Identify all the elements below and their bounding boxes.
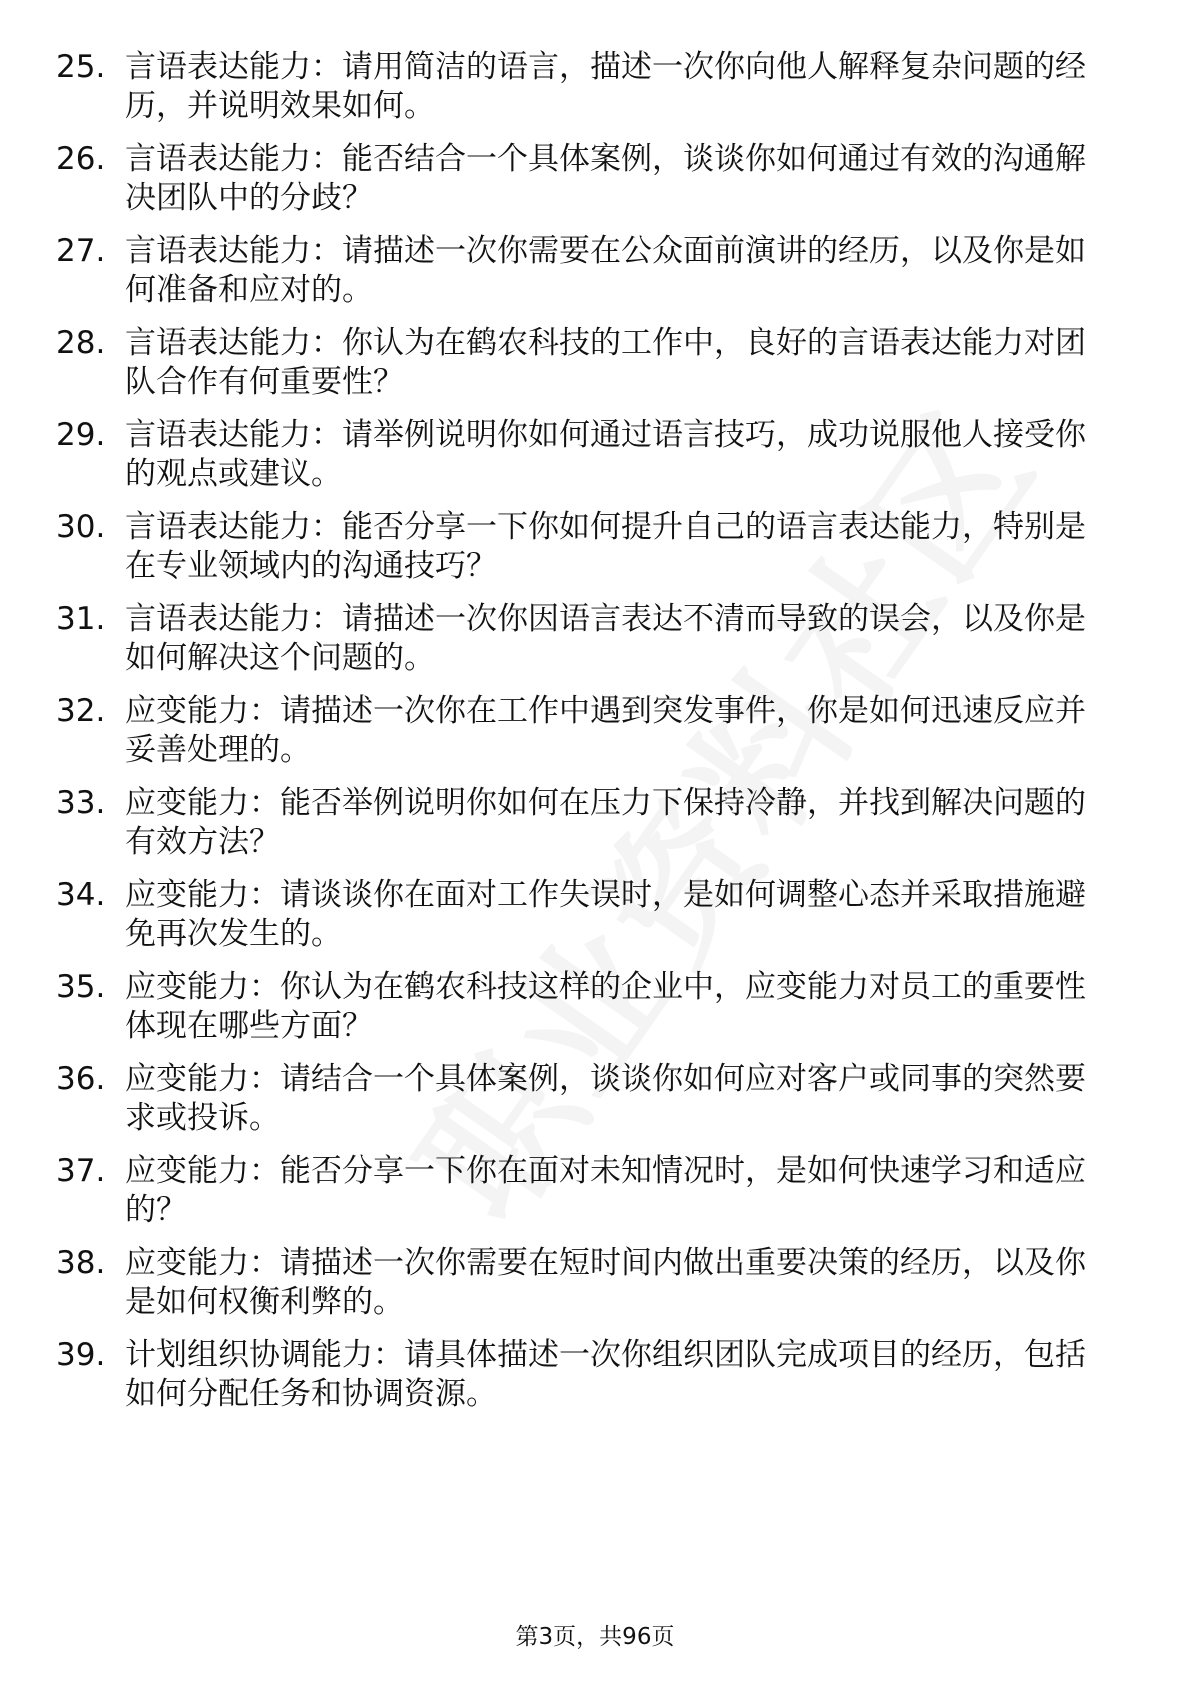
- question-number: 35.: [56, 969, 106, 1005]
- question-number: 28.: [56, 325, 106, 361]
- question-number: 25.: [56, 49, 106, 85]
- question-number: 39.: [56, 1337, 106, 1373]
- question-text: 应变能力：请谈谈你在面对工作失误时，是如何调整心态并采取措施避免再次发生的。: [125, 877, 1086, 952]
- question-text: 计划组织协调能力：请具体描述一次你组织团队完成项目的经历，包括如何分配任务和协调资源。: [125, 1337, 1086, 1412]
- question-text: 应变能力：能否分享一下你在面对未知情况时，是如何快速学习和适应的？: [125, 1153, 1086, 1228]
- list-item: [0, 416, 1115, 508]
- question-number: 26.: [56, 141, 106, 177]
- question-text: 言语表达能力：请描述一次你因语言表达不清而导致的误会，以及你是如何解决这个问题的。: [125, 601, 1086, 676]
- list-item: [0, 1060, 1115, 1152]
- list-item: [0, 968, 1115, 1060]
- question-text: 言语表达能力：请用简洁的语言，描述一次你向他人解释复杂问题的经历，并说明效果如何。: [125, 49, 1086, 124]
- question-text: 应变能力：能否举例说明你如何在压力下保持冷静，并找到解决问题的有效方法？: [125, 785, 1086, 860]
- list-item: [0, 1336, 1115, 1428]
- page-footer: 第3页，共96页: [515, 1624, 675, 1650]
- question-list: [0, 48, 1190, 1428]
- question-text: 言语表达能力：能否分享一下你如何提升自己的语言表达能力，特别是在专业领域内的沟通技巧？: [125, 509, 1086, 584]
- question-number: 34.: [56, 877, 106, 913]
- list-item: [0, 784, 1115, 876]
- question-text: 言语表达能力：请描述一次你需要在公众面前演讲的经历，以及你是如何准备和应对的。: [125, 233, 1086, 308]
- list-item: [0, 1152, 1115, 1244]
- list-item: [0, 140, 1115, 232]
- question-text: 言语表达能力：能否结合一个具体案例，谈谈你如何通过有效的沟通解决团队中的分歧？: [125, 141, 1086, 216]
- list-item: [0, 508, 1115, 600]
- question-text: 言语表达能力：请举例说明你如何通过语言技巧，成功说服他人接受你的观点或建议。: [125, 417, 1086, 492]
- list-item: [0, 692, 1115, 784]
- question-number: 29.: [56, 417, 106, 453]
- question-number: 31.: [56, 601, 106, 637]
- question-number: 37.: [56, 1153, 106, 1189]
- question-number: 27.: [56, 233, 106, 269]
- list-item: [0, 48, 1115, 140]
- question-text: 应变能力：你认为在鹤农科技这样的企业中，应变能力对员工的重要性体现在哪些方面？: [125, 969, 1086, 1044]
- question-text: 应变能力：请描述一次你在工作中遇到突发事件，你是如何迅速反应并妥善处理的。: [125, 693, 1086, 768]
- question-number: 33.: [56, 785, 106, 821]
- question-text: 应变能力：请结合一个具体案例，谈谈你如何应对客户或同事的突然要求或投诉。: [125, 1061, 1086, 1136]
- question-text: 应变能力：请描述一次你需要在短时间内做出重要决策的经历，以及你是如何权衡利弊的。: [125, 1245, 1086, 1320]
- list-item: [0, 1244, 1115, 1336]
- list-item: [0, 876, 1115, 968]
- list-item: [0, 600, 1115, 692]
- question-number: 36.: [56, 1061, 106, 1097]
- question-text: 言语表达能力：你认为在鹤农科技的工作中，良好的言语表达能力对团队合作有何重要性？: [125, 325, 1086, 400]
- question-number: 32.: [56, 693, 106, 729]
- list-item: [0, 232, 1115, 324]
- list-item: [0, 324, 1115, 416]
- question-number: 38.: [56, 1245, 106, 1281]
- question-number: 30.: [56, 509, 106, 545]
